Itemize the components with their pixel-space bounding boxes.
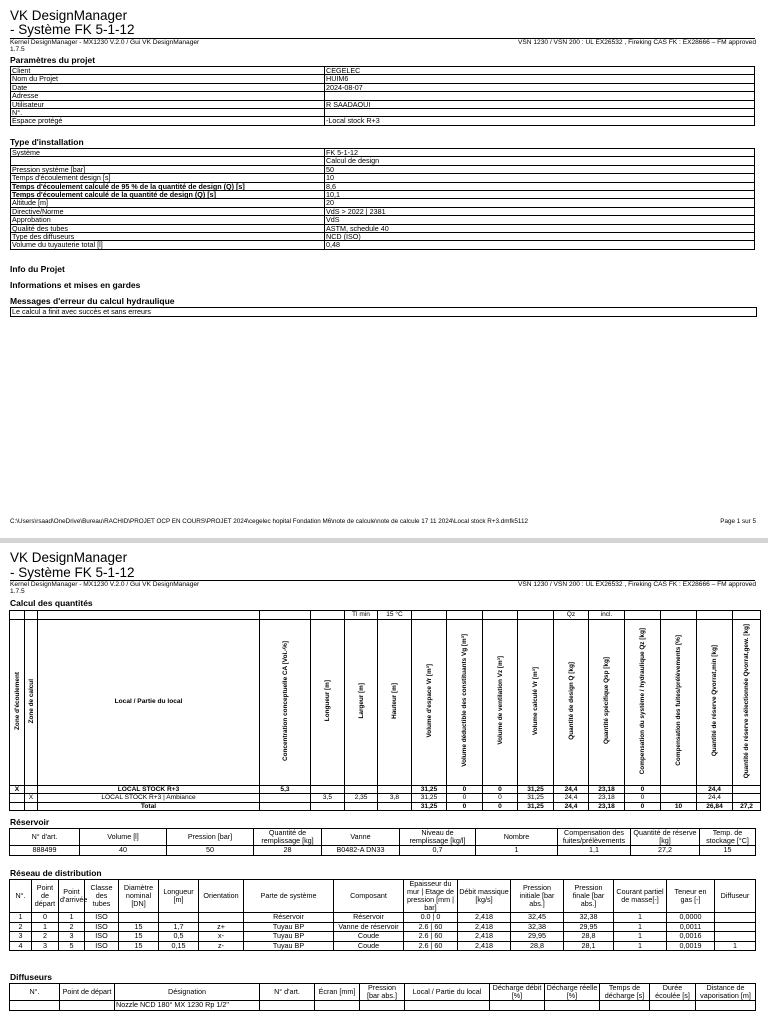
diffusers-col-header: Pression [bar abs.] xyxy=(360,984,405,1001)
network-cell: 3 xyxy=(59,932,85,942)
quantities-cell: 24,4 xyxy=(554,802,589,811)
network-cell: z- xyxy=(199,941,244,951)
reservoir-col-header: Vanne xyxy=(322,829,400,846)
quantities-col-label: Quantité de réserve sélectionnée Qvorrat,gew. [kg] xyxy=(743,623,750,778)
reservoir-col-header: N° d'art. xyxy=(10,829,80,846)
reservoir-col-header: Niveau de remplissage [kg/l] xyxy=(400,829,476,846)
install-param-value: VdS > 2022 | 2381 xyxy=(325,207,755,215)
network-col-header: Epaisseur du mur | Etage de pression [mm | bar] xyxy=(404,880,458,913)
incl-label: incl. xyxy=(589,611,625,620)
network-col-header: Débit massique [kg/s] xyxy=(458,880,511,913)
quantities-col-label: Volume calculé Vr [m³] xyxy=(532,666,539,735)
install-param-row xyxy=(11,191,755,199)
quantities-cell xyxy=(661,794,697,803)
network-cell: 1 xyxy=(10,913,32,923)
quantities-cell: 24,4 xyxy=(697,785,733,794)
quantities-cell: LOCAL STOCK R+3 | Ambiance xyxy=(38,794,260,803)
network-col-header: Longueur [m] xyxy=(159,880,199,913)
project-param-row xyxy=(11,75,755,83)
network-cell: 2,418 xyxy=(458,922,511,932)
qz-label: Qz xyxy=(554,611,589,620)
project-param-value xyxy=(325,109,755,117)
install-param-value: 10 xyxy=(325,174,755,182)
quantities-cell: 0 xyxy=(483,794,518,803)
quantities-col-header xyxy=(25,619,38,785)
diffusers-col-header: Décharge réelle [%] xyxy=(545,984,600,1001)
approvals-info-p2: VSN 1230 / VSN 200 : UL EX26532 , Fireking CAS FK : EX28666 – FM approved xyxy=(518,581,756,588)
diffusers-col-header: N°. xyxy=(10,984,60,1001)
reservoir-heading: Réservoir xyxy=(10,817,50,827)
kernel-info: Kernel DesignManager - MX1230 V.2.0 / Gui VK DesignManager xyxy=(10,39,200,46)
reservoir-cell: 15 xyxy=(700,846,756,856)
network-cell: x- xyxy=(199,932,244,942)
install-param-label: Temps d'écoulement design [s] xyxy=(11,174,325,182)
network-cell xyxy=(159,913,199,923)
quantities-col-label: Quantité spécifique Qsp [kg] xyxy=(603,657,610,745)
install-param-row xyxy=(11,216,755,224)
quantities-cell: X xyxy=(10,785,25,794)
network-cell: 29,95 xyxy=(511,932,564,942)
quantities-cell: 10 xyxy=(661,802,697,811)
reservoir-col-header: Quantité de remplissage [kg] xyxy=(254,829,322,846)
network-col-header: Composant xyxy=(334,880,404,913)
network-cell: 15 xyxy=(119,932,159,942)
network-cell: 32,38 xyxy=(511,922,564,932)
network-col-header: Diffuseur xyxy=(715,880,756,913)
reservoir-cell: 40 xyxy=(80,846,167,856)
report-subtitle: - Système FK 5-1-12 xyxy=(10,22,135,37)
quantities-cell xyxy=(25,785,38,794)
network-cell: ISO xyxy=(85,922,119,932)
install-param-row xyxy=(11,233,755,241)
project-info-heading: Info du Projet xyxy=(10,264,65,274)
reservoir-cell: 1 xyxy=(476,846,558,856)
reservoir-cell: B0482-A DN33 xyxy=(322,846,400,856)
project-param-label: Adresse xyxy=(11,92,325,100)
network-cell: 1 xyxy=(614,932,667,942)
project-param-value xyxy=(325,92,755,100)
network-cell: Tuyau BP xyxy=(244,941,334,951)
quantities-col-header xyxy=(483,619,518,785)
quantities-col-label: Largeur [m] xyxy=(357,683,365,719)
project-param-value: CEGELEC xyxy=(325,67,755,75)
network-cell: z+ xyxy=(199,922,244,932)
project-param-value: HUIM6 xyxy=(325,75,755,83)
quantities-cell: 24,4 xyxy=(697,794,733,803)
install-type-table xyxy=(10,148,755,250)
quantities-col-header xyxy=(311,619,345,785)
quantities-cell: 0 xyxy=(447,785,483,794)
quantities-cell: 0 xyxy=(625,794,661,803)
project-param-row xyxy=(11,67,755,75)
reservoir-col-header: Volume [l] xyxy=(80,829,167,846)
reservoir-col-header: Temp. de stockage [°C] xyxy=(700,829,756,846)
network-cell: Tuyau BP xyxy=(244,922,334,932)
reservoir-col-header: Quantité de réserve [kg] xyxy=(631,829,700,846)
quantities-col-label: Quantité de design Q [kg] xyxy=(567,661,575,740)
quantities-cell: Total xyxy=(38,802,260,811)
project-param-row xyxy=(11,100,755,108)
reservoir-col-header: Pression [bar] xyxy=(167,829,254,846)
reservoir-cell: 1,1 xyxy=(558,846,631,856)
project-params-table xyxy=(10,66,755,126)
quantities-col-header xyxy=(345,619,378,785)
network-cell: Vanne de réservoir xyxy=(334,922,404,932)
quantities-cell xyxy=(345,802,378,811)
quantities-cell: 23,18 xyxy=(589,785,625,794)
reservoir-col-header: Nombre xyxy=(476,829,558,846)
diffusers-col-header: N° d'art. xyxy=(260,984,315,1001)
quantities-cell: 24,4 xyxy=(554,785,589,794)
quantities-cell: 0 xyxy=(447,802,483,811)
quantities-col-label: Hauteur [m] xyxy=(391,682,398,719)
network-col-header: Courant partiel de masse[-] xyxy=(614,880,667,913)
quantities-col-label: Volume de ventilation Vz [m³] xyxy=(496,656,504,746)
quantities-cell xyxy=(25,802,38,811)
network-cell: 15 xyxy=(119,922,159,932)
network-cell: 0,5 xyxy=(159,932,199,942)
network-cell xyxy=(715,922,756,932)
network-cell: 1,7 xyxy=(159,922,199,932)
network-cell xyxy=(119,913,159,923)
project-param-value: 2024-08-07 xyxy=(325,83,755,91)
network-col-header: Classe des tubes xyxy=(85,880,119,913)
quantities-table xyxy=(9,610,761,811)
quantities-col-label: Compensation du système / hydraulique Qz [kg] xyxy=(639,627,646,774)
quantities-cell xyxy=(260,802,311,811)
install-param-value: NCD (ISO) xyxy=(325,233,755,241)
network-col-header: Pression finale [bar abs.] xyxy=(564,880,614,913)
network-cell: 32,45 xyxy=(511,913,564,923)
install-param-value: 50 xyxy=(325,165,755,173)
network-cell: ISO xyxy=(85,932,119,942)
network-cell xyxy=(715,913,756,923)
project-param-label: Utilisateur xyxy=(11,100,325,108)
quantities-cell: 23,18 xyxy=(589,802,625,811)
quantities-cell xyxy=(10,802,25,811)
quantities-col-label: Volume d'espace Vr [m³] xyxy=(425,664,433,738)
quantities-col-label: Zone de calcul xyxy=(27,678,35,723)
project-param-label: Espace protégé xyxy=(11,117,325,125)
project-param-label: Client xyxy=(11,67,325,75)
network-row xyxy=(10,913,756,923)
network-cell: 2,418 xyxy=(458,932,511,942)
quantities-col-header xyxy=(38,619,260,785)
quantities-col-header xyxy=(625,619,661,785)
reservoir-col-header: Compensation des fuites/prélèvements xyxy=(558,829,631,846)
install-param-row xyxy=(11,149,755,157)
network-cell: Tuyau BP xyxy=(244,932,334,942)
quantities-cell xyxy=(260,794,311,803)
quantities-col-header xyxy=(412,619,447,785)
network-cell: 1 xyxy=(614,922,667,932)
network-cell: 2,418 xyxy=(458,941,511,951)
quantities-col-header xyxy=(10,619,25,785)
quantities-col-header xyxy=(378,619,412,785)
install-param-label: Altitude [m] xyxy=(11,199,325,207)
install-param-label: Approbation xyxy=(11,216,325,224)
network-cell xyxy=(715,932,756,942)
quantities-cell xyxy=(10,794,25,803)
network-cell xyxy=(199,913,244,923)
reservoir-table xyxy=(9,828,756,856)
quantities-cell xyxy=(378,785,412,794)
project-param-label: N°. xyxy=(11,109,325,117)
install-param-row xyxy=(11,157,755,165)
network-cell: Réservoir xyxy=(334,913,404,923)
install-param-row xyxy=(11,174,755,182)
network-row xyxy=(10,932,756,942)
install-param-label: Système xyxy=(11,149,325,157)
quantities-col-label: Concentration conceptuelle CA [Vol.-%] xyxy=(281,640,289,761)
warnings-heading: Informations et mises en gardes xyxy=(10,280,141,290)
network-cell: 15 xyxy=(119,941,159,951)
quantities-col-label: Local / Partie du local xyxy=(114,698,183,706)
network-cell: 1 xyxy=(614,941,667,951)
install-param-value: 20 xyxy=(325,199,755,207)
network-cell: 3 xyxy=(32,941,59,951)
quantities-cell: 26,84 xyxy=(697,802,733,811)
quantities-cell: 5,3 xyxy=(260,785,311,794)
network-cell: 28,8 xyxy=(511,941,564,951)
quantities-col-label: Longueur [m] xyxy=(324,680,331,722)
quantities-cell: 31,25 xyxy=(518,802,554,811)
quantities-cell: 24,4 xyxy=(554,794,589,803)
approvals-info: VSN 1230 / VSN 200 : UL EX26532 , Fireking CAS FK : EX28666 – FM approved xyxy=(518,39,756,46)
network-heading: Réseau de distribution xyxy=(10,868,102,878)
quantities-col-header xyxy=(697,619,733,785)
network-table xyxy=(9,879,756,951)
quantities-cell: 31,25 xyxy=(412,794,447,803)
network-cell: 2.6 | 60 xyxy=(404,941,458,951)
install-param-value: Calcul de design xyxy=(325,157,755,165)
diffusers-heading: Diffuseurs xyxy=(10,972,53,982)
project-param-label: Nom du Projet xyxy=(11,75,325,83)
network-col-header: Orientation xyxy=(199,880,244,913)
install-param-label: Qualité des tubes xyxy=(11,224,325,232)
quantities-cell: 0 xyxy=(625,785,661,794)
network-row xyxy=(10,922,756,932)
project-param-value: -Local stock R+3 xyxy=(325,117,755,125)
install-param-row xyxy=(11,165,755,173)
quantities-cell: 0 xyxy=(483,802,518,811)
network-col-header: Point d'arrivée xyxy=(59,880,85,913)
install-type-heading: Type d'installation xyxy=(10,137,84,147)
network-cell: 0.0 | 0 xyxy=(404,913,458,923)
diffuser-designation: Nozzle NCD 180° MX 1230 Rp 1/2" xyxy=(115,1001,260,1011)
install-param-label: Pression système [bar] xyxy=(11,165,325,173)
diffusers-col-header: Désignation xyxy=(115,984,260,1001)
quantities-cell xyxy=(733,794,761,803)
quantities-row xyxy=(10,802,761,811)
project-param-row xyxy=(11,109,755,117)
quantities-cell: 0 xyxy=(625,802,661,811)
quantities-col-label: Volume déductible des constituants Vg [m³] xyxy=(461,634,468,768)
quantities-cell xyxy=(733,785,761,794)
network-col-header: Pression initiale [bar abs.] xyxy=(511,880,564,913)
network-cell: 3 xyxy=(10,932,32,942)
network-cell: 1 xyxy=(614,913,667,923)
quantities-cell xyxy=(311,802,345,811)
hydraulic-errors-heading: Messages d'erreur du calcul hydraulique xyxy=(10,296,175,306)
quantities-cell: 31,25 xyxy=(412,802,447,811)
kernel-info-p2: Kernel DesignManager - MX1230 V.2.0 / Gui VK DesignManager xyxy=(10,581,200,588)
tmin-label: Tl min xyxy=(345,611,378,620)
network-cell: 0 xyxy=(32,913,59,923)
diffusers-col-header: Local / Partie du local xyxy=(405,984,490,1001)
network-cell: 2.6 | 60 xyxy=(404,932,458,942)
quantities-cell xyxy=(378,802,412,811)
diffusers-col-header: Décharge débit [%] xyxy=(490,984,545,1001)
network-col-header: Point de départ xyxy=(32,880,59,913)
temp-label: 15 °C xyxy=(378,611,412,620)
quantities-cell xyxy=(311,785,345,794)
diffusers-col-header: Temps de décharge [s] xyxy=(600,984,650,1001)
quantities-cell: 27,2 xyxy=(733,802,761,811)
quantities-cell: X xyxy=(25,794,38,803)
reservoir-cell: 27,2 xyxy=(631,846,700,856)
diffusers-col-header: Durée écoulée [s] xyxy=(650,984,696,1001)
network-cell: 0,0016 xyxy=(667,932,715,942)
install-param-row xyxy=(11,241,755,249)
network-cell: 2 xyxy=(32,932,59,942)
network-col-header: Parte de système xyxy=(244,880,334,913)
quantities-cell: 31,25 xyxy=(518,794,554,803)
quantities-cell: 31,25 xyxy=(518,785,554,794)
network-col-header: N°. xyxy=(10,880,32,913)
diffusers-table xyxy=(9,983,756,1011)
network-row xyxy=(10,941,756,951)
quantities-col-label: Zone d'écoulement xyxy=(13,671,21,730)
network-cell: 4 xyxy=(10,941,32,951)
quantities-col-label: Quantité de réserve Qvorrat,min [kg] xyxy=(711,645,718,757)
quantities-cell: 23,18 xyxy=(589,794,625,803)
page-number-footer: Page 1 sur 5 xyxy=(720,518,756,525)
version-info: 1.7.5 xyxy=(10,46,25,53)
install-param-row xyxy=(11,207,755,215)
network-col-header: Diamètre nominal [DN] xyxy=(119,880,159,913)
install-param-value: 10,1 xyxy=(325,191,755,199)
quantities-cell: 31,25 xyxy=(412,785,447,794)
project-params-heading: Paramètres du projet xyxy=(10,55,96,65)
network-cell: Coude xyxy=(334,941,404,951)
project-param-label: Date xyxy=(11,83,325,91)
quantities-cell: 0 xyxy=(447,794,483,803)
network-cell: Réservoir xyxy=(244,913,334,923)
quantities-col-header xyxy=(260,619,311,785)
network-cell: Coude xyxy=(334,932,404,942)
network-cell: 29,95 xyxy=(564,922,614,932)
quantities-row xyxy=(10,785,761,794)
quantities-cell: 0 xyxy=(483,785,518,794)
quantities-col-header xyxy=(518,619,554,785)
project-param-row xyxy=(11,92,755,100)
quantities-col-header xyxy=(733,619,761,785)
network-cell: 1 xyxy=(715,941,756,951)
quantities-cell xyxy=(661,785,697,794)
report-title: VK DesignManager xyxy=(10,8,128,23)
reservoir-cell: 888499 xyxy=(10,846,80,856)
quantities-heading: Calcul des quantités xyxy=(10,598,93,608)
network-cell: 28,8 xyxy=(564,932,614,942)
project-param-row xyxy=(11,83,755,91)
quantities-col-header xyxy=(554,619,589,785)
project-param-row xyxy=(11,117,755,125)
diffusers-col-header: Distance de vaporisation [m] xyxy=(696,984,756,1001)
install-param-label: Volume du tuyauterie total [l] xyxy=(11,241,325,249)
report-subtitle-p2: - Système FK 5-1-12 xyxy=(10,565,135,580)
quantities-cell: 2,35 xyxy=(345,794,378,803)
quantities-col-header xyxy=(589,619,625,785)
install-param-row xyxy=(11,224,755,232)
install-param-label: Temps d'écoulement calculé de la quantité de design (Q) [s] xyxy=(11,191,325,199)
report-title-p2: VK DesignManager xyxy=(10,550,128,565)
quantities-row xyxy=(10,794,761,803)
quantities-col-header xyxy=(447,619,483,785)
network-cell: 0,0000 xyxy=(667,913,715,923)
install-param-label: Temps d'écoulement calculé de 95 % de la quantité de design (Q) [s] xyxy=(11,182,325,190)
network-cell: 32,38 xyxy=(564,913,614,923)
quantities-cell: 3,8 xyxy=(378,794,412,803)
install-param-value: FK 5-1-12 xyxy=(325,149,755,157)
network-cell: 5 xyxy=(59,941,85,951)
hydraulic-errors-message: Le calcul a finit avec succès et sans erreurs xyxy=(10,307,757,317)
reservoir-cell: 28 xyxy=(254,846,322,856)
network-col-header: Teneur en gas [-] xyxy=(667,880,715,913)
diffusers-col-header: Point de départ xyxy=(60,984,115,1001)
network-cell: 1 xyxy=(32,922,59,932)
install-param-value: ASTM, schedule 40 xyxy=(325,224,755,232)
install-param-value: VdS xyxy=(325,216,755,224)
quantities-col-header xyxy=(661,619,697,785)
quantities-cell: LOCAL STOCK R+3 xyxy=(38,785,260,794)
reservoir-cell: 50 xyxy=(167,846,254,856)
network-cell: 2.6 | 60 xyxy=(404,922,458,932)
quantities-col-label: Compensation des fuites/prélèvements [%] xyxy=(675,635,682,767)
reservoir-cell: 0,7 xyxy=(400,846,476,856)
network-cell: 0,0019 xyxy=(667,941,715,951)
network-cell: 0,0011 xyxy=(667,922,715,932)
network-cell: 2 xyxy=(59,922,85,932)
network-cell: ISO xyxy=(85,913,119,923)
install-param-label: Directive/Norme xyxy=(11,207,325,215)
project-param-value: R SAADAOUI xyxy=(325,100,755,108)
network-cell: 0,15 xyxy=(159,941,199,951)
quantities-cell: 3,5 xyxy=(311,794,345,803)
network-cell: 28,1 xyxy=(564,941,614,951)
network-cell: 1 xyxy=(59,913,85,923)
install-param-value: 8,6 xyxy=(325,182,755,190)
file-path-footer: C:\Users\rsaad\OneDrive\Bureau\RACHID\PROJET OCP EN COURS\PROJET 2024\cegelec hopital Fondation M6\note de calcule\note de calcule 17 11 2024\Local stock R+3.dmfk5112 xyxy=(10,518,528,525)
network-cell: 2,418 xyxy=(458,913,511,923)
version-info-p2: 1.7.5 xyxy=(10,588,25,595)
network-cell: 2 xyxy=(10,922,32,932)
install-param-value: 0,48 xyxy=(325,241,755,249)
quantities-cell xyxy=(345,785,378,794)
install-param-label: Type des diffuseurs xyxy=(11,233,325,241)
network-cell: ISO xyxy=(85,941,119,951)
diffusers-col-header: Écran [mm] xyxy=(315,984,360,1001)
